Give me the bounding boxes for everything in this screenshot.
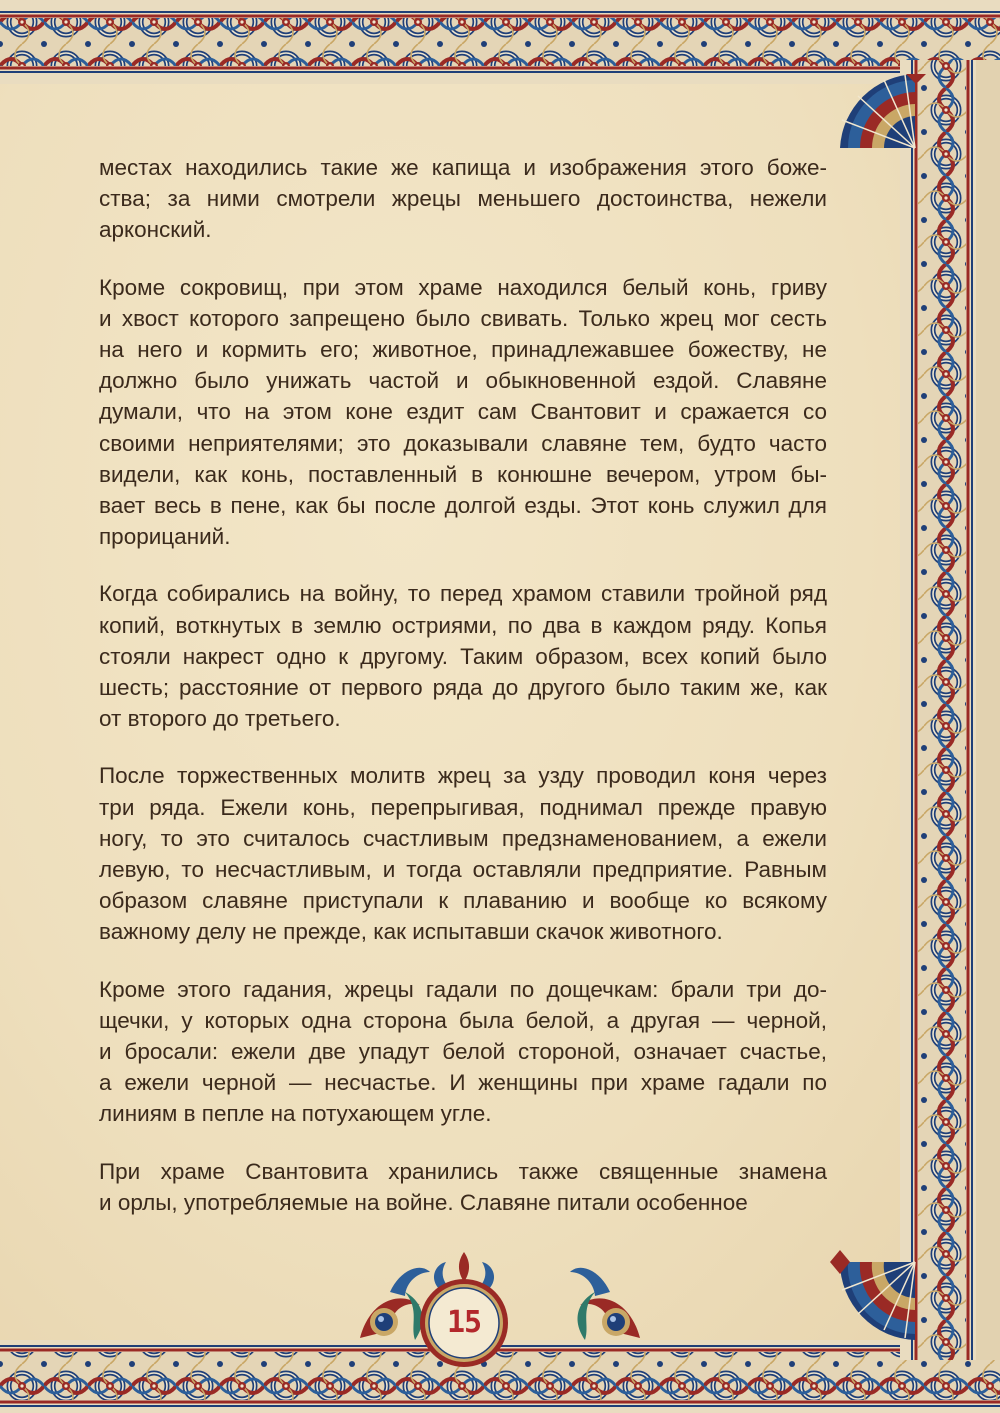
- paragraph: [99, 760, 827, 947]
- text-line: три ряда. Ежели конь, перепрыгивая, поднимал прежде правую: [99, 794, 827, 820]
- text-line: копий, воткнутых в землю остриями, по два в каждом ряду. Копья: [99, 612, 827, 638]
- border-top: [0, 0, 1000, 84]
- text-line: на него и кормить его; животное, принадлежавшее божеству, не: [99, 337, 827, 363]
- text-line: а ежели черной — несчастье. И женщины при храме гадали по: [99, 1070, 827, 1096]
- text-line: Когда собирались на войну, то перед храмом ставили тройной ряд: [99, 581, 827, 607]
- text-line: Кроме сокровищ, при этом храме находился белый конь, гриву: [99, 274, 827, 300]
- paragraph: [99, 272, 827, 553]
- text-line: ногу, то это считалось счастливым предзнаменованием, а ежели: [99, 825, 827, 851]
- text-line: арконский.: [99, 217, 212, 243]
- text-line: должно было унижать частой и обыкновенной ездой. Славяне: [99, 368, 827, 394]
- text-line: видели, как конь, поставленный в конюшне вечером, утром бы-: [99, 461, 827, 487]
- text-line: ства; за ними смотрели жрецы меньшего достоинства, нежели: [99, 186, 827, 212]
- corner-ornament-top-right: [840, 74, 926, 148]
- body-text: [99, 152, 827, 1244]
- text-line: линиям в пепле на потухающем угле.: [99, 1101, 492, 1127]
- text-line: и орлы, употребляемые на войне. Славяне питали особенное: [99, 1189, 748, 1215]
- paragraph: [99, 974, 827, 1130]
- text-line: и хвост которого запрещено было свивать. Только жрец мог сесть: [99, 305, 827, 331]
- text-line: образом славяне приступали к плаванию и вообще ко всякому: [99, 888, 827, 914]
- corner-ornament-bottom-right: [830, 1250, 915, 1340]
- paragraph: [99, 578, 827, 734]
- text-line: левую, то несчастливым, и тогда оставляли предприятие. Равным: [99, 857, 827, 883]
- text-line: стояли накрест одно к другому. Таким образом, всех копий было: [99, 643, 827, 669]
- text-line: При храме Свантовита хранились также священные знамена: [99, 1158, 827, 1184]
- text-line: от второго до третьего.: [99, 706, 341, 732]
- border-right: [900, 60, 1000, 1360]
- text-line: важному делу не прежде, как испытавши скачок животного.: [99, 919, 723, 945]
- text-line: щечки, у которых одна сторона была белой, а другая — черной,: [99, 1007, 827, 1033]
- paragraph: [99, 152, 827, 246]
- text-line: прорицаний.: [99, 524, 231, 550]
- page-number: 15: [446, 1305, 482, 1340]
- text-line: местах находились такие же капища и изображения этого боже-: [99, 155, 827, 180]
- text-line: своими неприятелями; это доказывали славяне тем, будто часто: [99, 430, 827, 456]
- text-line: и бросали: ежели две упадут белой стороной, означает счастье,: [99, 1039, 827, 1065]
- text-line: думали, что на этом коне ездит сам Свантовит и сражается со: [99, 399, 827, 425]
- text-line: шесть; расстояние от первого ряда до другого было таким же, как: [99, 675, 827, 701]
- paragraph: [99, 1156, 827, 1218]
- text-line: Кроме этого гадания, жрецы гадали по дощечкам: брали три до-: [99, 976, 827, 1002]
- text-line: После торжественных молитв жрец за узду проводил коня через: [99, 763, 827, 789]
- text-line: вает весь в пене, как бы после долгой езды. Этот конь служил для: [99, 493, 827, 519]
